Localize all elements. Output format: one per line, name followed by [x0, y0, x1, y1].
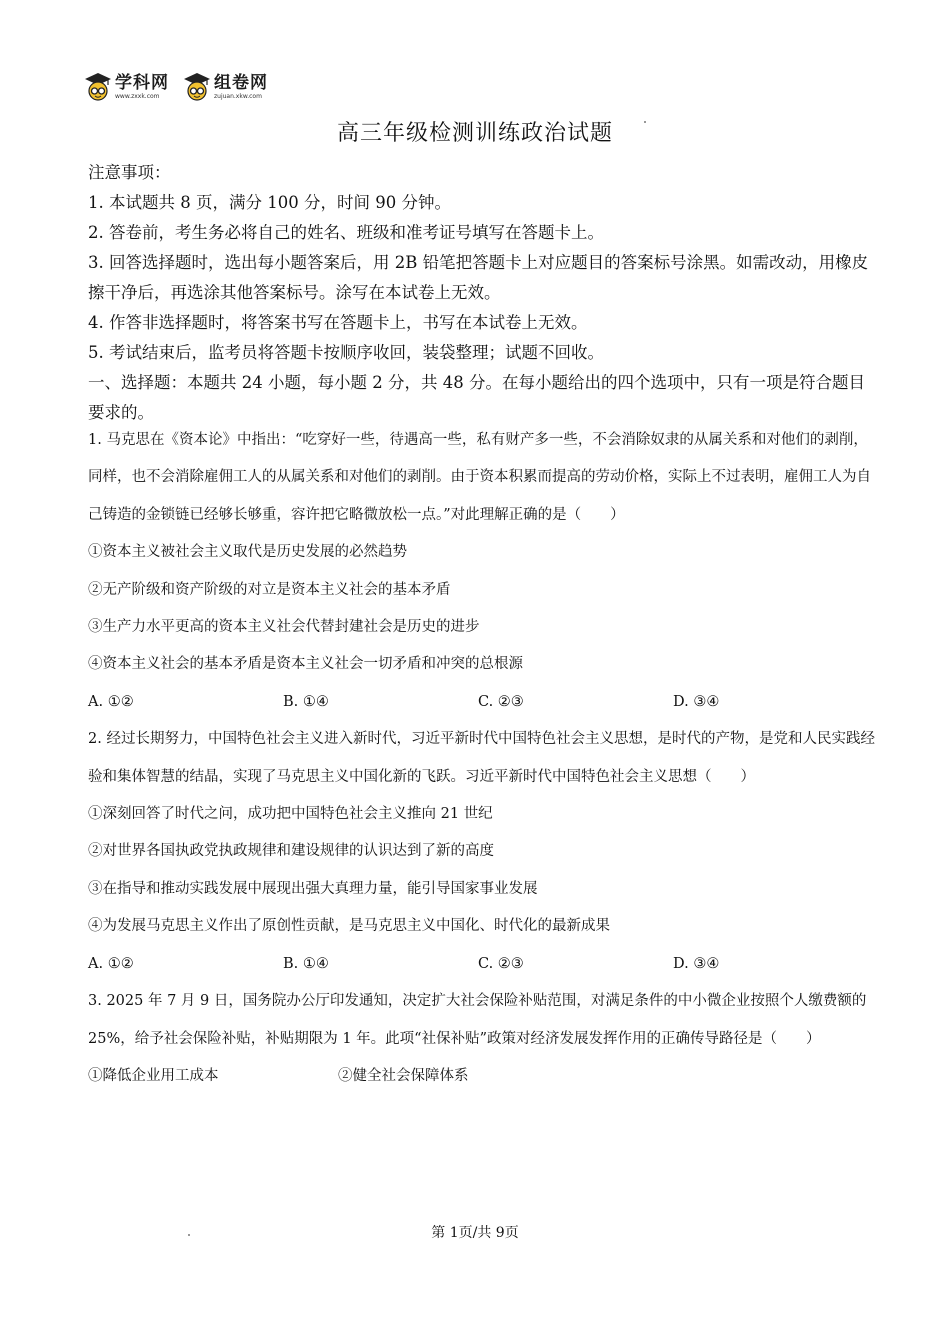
zujuanwang-logo: [183, 72, 268, 102]
choice-d: D. ③④: [673, 693, 720, 710]
question-1-item: ③生产力水平更高的资本主义社会代替封建社会是历史的进步: [88, 619, 480, 636]
page-footer: 第 1页/共 9页: [431, 1225, 519, 1241]
section-heading: 一、选择题：本题共 24 小题，每小题 2 分，共 48 分。在每小题给出的四个选项中，只有一项是符合题目要求的。: [88, 373, 865, 422]
question-1-item: ①资本主义被社会主义取代是历史发展的必然趋势: [88, 544, 407, 561]
choice-d: D. ③④: [673, 955, 720, 972]
note-item: 5. 考试结束后，监考员将答题卡按顺序收回，装袋整理；试题不回收。: [88, 343, 604, 362]
choice-b: B. ①④: [283, 693, 329, 710]
question-2-choices: [88, 946, 878, 983]
question-3-item: ①降低企业用工成本: [88, 1067, 219, 1084]
question-3-item: ②健全社会保障体系: [338, 1067, 469, 1084]
question-1-stem: 1. 马克思在《资本论》中指出：“吃穿好一些，待遇高一些，私有财产多一些，不会消除奴隶的从属关系和对他们的剥削，同样，也不会消除雇佣工人的从属关系和对他们的剥削。由于资本积累而提高的劳动价格，实际上不过表明，雇佣工人为自己铸造的金锁链已经够长够重，容许把它略微放松一点。”对此理解正确的是（ ）: [88, 432, 871, 523]
scan-dot: [644, 121, 646, 123]
logo-name: 学科网: [115, 72, 169, 93]
question-list: [88, 422, 878, 1095]
notes-heading: 注意事项：: [88, 163, 171, 182]
exam-notes: [88, 158, 878, 428]
question-2-item: ④为发展马克思主义作出了原创性贡献，是马克思主义中国化、时代化的最新成果: [88, 918, 610, 935]
choice-c: C. ②③: [478, 955, 524, 972]
choice-b: B. ①④: [283, 955, 329, 972]
logo-url: www.zxxk.com: [115, 92, 160, 100]
graduate-mascot-icon: [183, 72, 211, 102]
question-2-item: ③在指导和推动实践发展中展现出强大真理力量，能引导国家事业发展: [88, 880, 538, 897]
choice-a: A. ①②: [88, 955, 134, 972]
question-1-choices: [88, 684, 878, 721]
question-3-items: [88, 1058, 878, 1095]
question-2-item: ①深刻回答了时代之问，成功把中国特色社会主义推向 21 世纪: [88, 806, 493, 823]
choice-a: A. ①②: [88, 693, 134, 710]
note-item: 1. 本试题共 8 页，满分 100 分，时间 90 分钟。: [88, 193, 451, 212]
header-logos: [84, 70, 282, 104]
question-2-stem: 2. 经过长期努力，中国特色社会主义进入新时代，习近平新时代中国特色社会主义思想，是时代的产物，是党和人民实践经验和集体智慧的结晶，实现了马克思主义中国化新的飞跃。习近平新时代中国特色社会主义思想（ ）: [88, 731, 875, 785]
page-title: 高三年级检测训练政治试题: [336, 121, 613, 146]
question-1-item: ④资本主义社会的基本矛盾是资本主义社会一切矛盾和冲突的总根源: [88, 656, 523, 673]
logo-name: 组卷网: [214, 72, 268, 93]
question-3-stem: 3. 2025 年 7 月 9 日，国务院办公厅印发通知，决定扩大社会保险补贴范围，对满足条件的中小微企业按照个人缴费额的 25%，给予社会保险补贴，补贴期限为 1 年。此项“社保补贴”政策对经济发展发挥作用的正确传导路径是（ ）: [88, 993, 867, 1047]
choice-c: C. ②③: [478, 693, 524, 710]
question-1-item: ②无产阶级和资产阶级的对立是资本主义社会的基本矛盾: [88, 581, 451, 598]
question-2-item: ②对世界各国执政党执政规律和建设规律的认识达到了新的高度: [88, 843, 494, 860]
graduate-mascot-icon: [84, 72, 112, 102]
logo-url: zujuan.xkw.com: [214, 92, 262, 100]
xuekewang-logo: [84, 72, 169, 102]
note-item: 3. 回答选择题时，选出每小题答案后，用 2B 铅笔把答题卡上对应题目的答案标号涂黑。如需改动，用橡皮擦干净后，再选涂其他答案标号。涂写在本试卷上无效。: [88, 253, 869, 302]
note-item: 2. 答卷前，考生务必将自己的姓名、班级和准考证号填写在答题卡上。: [88, 223, 604, 242]
note-item: 4. 作答非选择题时，将答案书写在答题卡上，书写在本试卷上无效。: [88, 313, 588, 332]
